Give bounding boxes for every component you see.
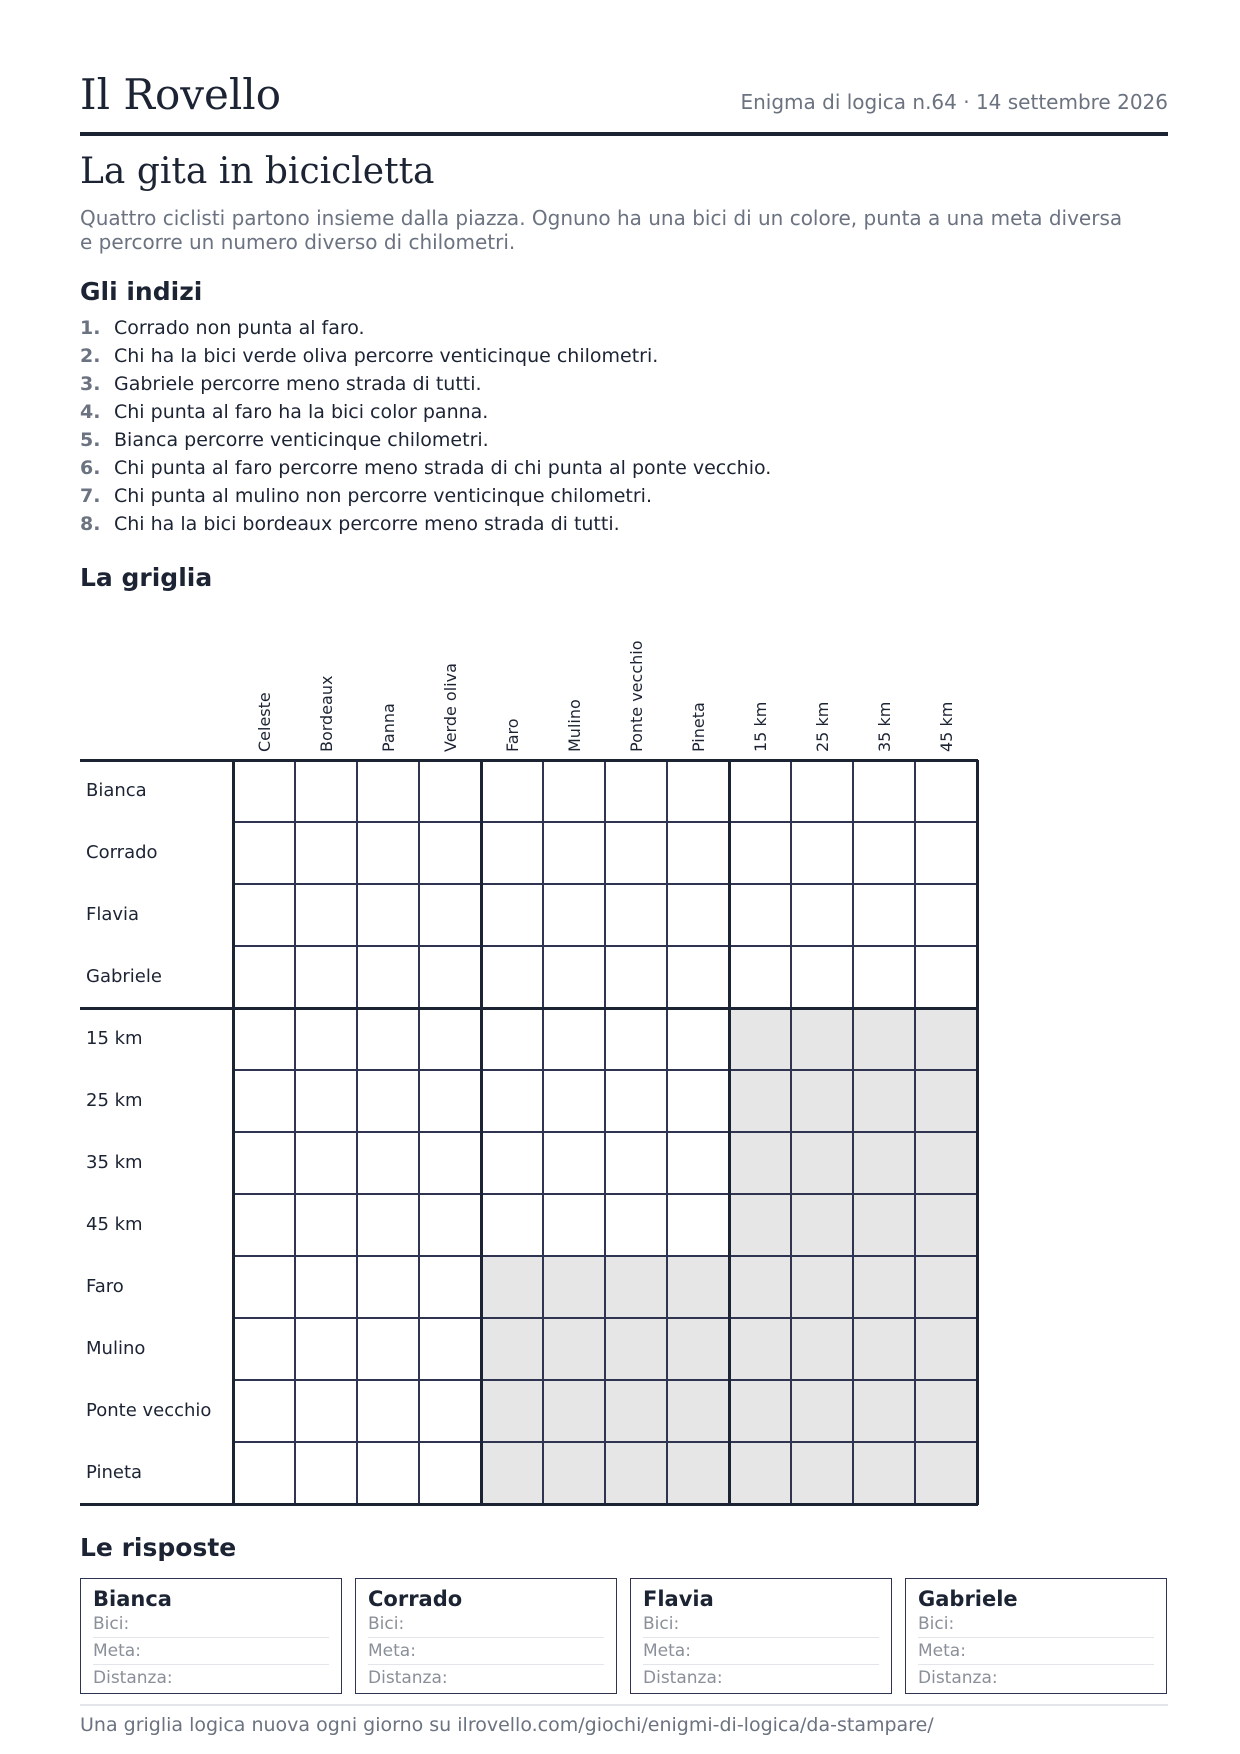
clue-number: 1. bbox=[80, 317, 101, 339]
grid-cell-blocked bbox=[791, 1132, 853, 1194]
answer-person-name: Bianca bbox=[93, 1587, 172, 1611]
grid-heading: La griglia bbox=[80, 563, 213, 592]
grid-cell-blocked bbox=[853, 1256, 915, 1318]
grid-divider bbox=[80, 759, 978, 762]
grid-cell-blocked bbox=[915, 1070, 977, 1132]
grid-cell-blocked bbox=[481, 1256, 543, 1318]
grid-cell[interactable] bbox=[357, 822, 419, 884]
grid-cell[interactable] bbox=[667, 760, 729, 822]
answer-card bbox=[80, 1578, 342, 1694]
row-header: Mulino bbox=[86, 1338, 146, 1359]
grid-cell[interactable] bbox=[667, 946, 729, 1008]
grid-cell[interactable] bbox=[853, 760, 915, 822]
grid-cell[interactable] bbox=[481, 946, 543, 1008]
grid-cell[interactable] bbox=[357, 1256, 419, 1318]
grid-cell-blocked bbox=[915, 1442, 977, 1504]
logic-grid bbox=[80, 620, 990, 1515]
grid-divider bbox=[728, 760, 731, 1505]
grid-cell[interactable] bbox=[729, 884, 791, 946]
clue-text: Chi punta al faro percorre meno strada di chi punta al ponte vecchio. bbox=[114, 457, 772, 479]
clue-number: 7. bbox=[80, 485, 101, 507]
grid-cell[interactable] bbox=[295, 1194, 357, 1256]
grid-cell-blocked bbox=[853, 1132, 915, 1194]
column-header-label: 25 km bbox=[813, 701, 832, 752]
column-header bbox=[419, 620, 481, 760]
grid-cell[interactable] bbox=[357, 1194, 419, 1256]
column-header bbox=[667, 620, 729, 760]
grid-cell[interactable] bbox=[853, 946, 915, 1008]
column-header-label: Faro bbox=[503, 718, 522, 752]
grid-divider bbox=[232, 760, 235, 1505]
grid-cell-blocked bbox=[729, 1008, 791, 1070]
grid-cell-blocked bbox=[543, 1380, 605, 1442]
grid-cell[interactable] bbox=[357, 1132, 419, 1194]
grid-cell[interactable] bbox=[233, 1008, 295, 1070]
column-header-label: Panna bbox=[379, 703, 398, 752]
grid-cell[interactable] bbox=[419, 822, 481, 884]
row-header: 35 km bbox=[86, 1152, 143, 1173]
grid-cell-blocked bbox=[481, 1318, 543, 1380]
grid-cell[interactable] bbox=[543, 884, 605, 946]
grid-cell-blocked bbox=[853, 1194, 915, 1256]
grid-cell-blocked bbox=[729, 1256, 791, 1318]
grid-cell[interactable] bbox=[419, 1380, 481, 1442]
grid-cell-blocked bbox=[791, 1318, 853, 1380]
row-header: Corrado bbox=[86, 842, 158, 863]
clue-number: 8. bbox=[80, 513, 101, 535]
grid-cell[interactable] bbox=[481, 1008, 543, 1070]
grid-cell-blocked bbox=[791, 1008, 853, 1070]
clue-text: Corrado non punta al faro. bbox=[114, 317, 365, 339]
clue-item bbox=[80, 342, 771, 370]
row-header: Flavia bbox=[86, 904, 140, 925]
grid-cell[interactable] bbox=[729, 946, 791, 1008]
grid-cell[interactable] bbox=[233, 1318, 295, 1380]
grid-cell-blocked bbox=[543, 1256, 605, 1318]
column-header-label: Bordeaux bbox=[317, 675, 336, 752]
puzzle-title: La gita in bicicletta bbox=[80, 151, 435, 192]
grid-cell-blocked bbox=[915, 1008, 977, 1070]
grid-cell-blocked bbox=[791, 1380, 853, 1442]
grid-cell[interactable] bbox=[295, 1442, 357, 1504]
grid-cell[interactable] bbox=[791, 946, 853, 1008]
answer-cards bbox=[80, 1578, 1168, 1694]
grid-cell-blocked bbox=[853, 1380, 915, 1442]
grid-cell-blocked bbox=[667, 1380, 729, 1442]
grid-cell-blocked bbox=[853, 1070, 915, 1132]
grid-divider bbox=[480, 760, 483, 1505]
clue-number: 2. bbox=[80, 345, 101, 367]
column-header-label: Verde oliva bbox=[441, 663, 460, 752]
answer-distance-field[interactable]: Distanza: bbox=[93, 1668, 173, 1688]
grid-cell-blocked bbox=[915, 1194, 977, 1256]
grid-cell-blocked bbox=[729, 1132, 791, 1194]
grid-cell[interactable] bbox=[915, 946, 977, 1008]
clue-item bbox=[80, 482, 771, 510]
column-header-label: Mulino bbox=[565, 699, 584, 752]
column-header-label: Ponte vecchio bbox=[627, 640, 646, 752]
column-header bbox=[729, 620, 791, 760]
grid-cell[interactable] bbox=[233, 822, 295, 884]
grid-cell-blocked bbox=[853, 1442, 915, 1504]
grid-cell-blocked bbox=[729, 1442, 791, 1504]
column-header bbox=[357, 620, 419, 760]
clue-number: 4. bbox=[80, 401, 101, 423]
clue-item bbox=[80, 510, 771, 538]
grid-cell[interactable] bbox=[605, 1194, 667, 1256]
answer-card bbox=[905, 1578, 1167, 1694]
answer-person-name: Gabriele bbox=[918, 1587, 1018, 1611]
clue-item bbox=[80, 370, 771, 398]
answer-bike-field[interactable]: Bici: bbox=[93, 1611, 329, 1638]
grid-cell[interactable] bbox=[915, 884, 977, 946]
puzzle-intro: Quattro ciclisti partono insieme dalla piazza. Ognuno ha una bici di un colore, punta a una meta diversa e percorre un numero diverso di chilometri. bbox=[80, 206, 1123, 254]
grid-cell[interactable] bbox=[357, 1380, 419, 1442]
issue-info: Enigma di logica n.64 · 14 settembre 2026 bbox=[740, 90, 1168, 114]
grid-cell-blocked bbox=[729, 1318, 791, 1380]
clue-list bbox=[80, 314, 771, 538]
grid-divider bbox=[976, 760, 979, 1505]
grid-cell[interactable] bbox=[543, 1194, 605, 1256]
grid-cell-blocked bbox=[791, 1256, 853, 1318]
clue-number: 5. bbox=[80, 429, 101, 451]
column-header-label: Pineta bbox=[689, 702, 708, 752]
grid-cell[interactable] bbox=[419, 1194, 481, 1256]
grid-cell[interactable] bbox=[605, 1008, 667, 1070]
clue-item bbox=[80, 398, 771, 426]
row-header: Pineta bbox=[86, 1462, 143, 1483]
grid-cell-blocked bbox=[791, 1442, 853, 1504]
grid-cell[interactable] bbox=[357, 1008, 419, 1070]
answer-person-name: Corrado bbox=[368, 1587, 463, 1611]
grid-cell[interactable] bbox=[295, 946, 357, 1008]
grid-cell[interactable] bbox=[357, 946, 419, 1008]
clue-text: Chi ha la bici bordeaux percorre meno strada di tutti. bbox=[114, 513, 620, 535]
grid-cell[interactable] bbox=[667, 822, 729, 884]
grid-cell[interactable] bbox=[419, 1442, 481, 1504]
grid-cell-blocked bbox=[605, 1380, 667, 1442]
grid-cell[interactable] bbox=[791, 760, 853, 822]
grid-cell[interactable] bbox=[419, 1256, 481, 1318]
grid-cell[interactable] bbox=[605, 884, 667, 946]
grid-cell[interactable] bbox=[295, 1070, 357, 1132]
grid-cell[interactable] bbox=[233, 946, 295, 1008]
clue-text: Chi punta al faro ha la bici color panna. bbox=[114, 401, 489, 423]
grid-cell[interactable] bbox=[605, 1070, 667, 1132]
grid-cell-blocked bbox=[605, 1256, 667, 1318]
grid-cell[interactable] bbox=[419, 1070, 481, 1132]
grid-cell[interactable] bbox=[233, 1070, 295, 1132]
grid-cell[interactable] bbox=[357, 1070, 419, 1132]
grid-cell[interactable] bbox=[295, 1256, 357, 1318]
grid-cell-blocked bbox=[729, 1070, 791, 1132]
grid-cell[interactable] bbox=[605, 822, 667, 884]
clue-text: Bianca percorre venticinque chilometri. bbox=[114, 429, 489, 451]
grid-cell[interactable] bbox=[605, 1132, 667, 1194]
grid-cell[interactable] bbox=[419, 1318, 481, 1380]
grid-cell[interactable] bbox=[233, 1256, 295, 1318]
grid-cell-blocked bbox=[915, 1132, 977, 1194]
grid-cell-blocked bbox=[729, 1194, 791, 1256]
grid-cell[interactable] bbox=[233, 1442, 295, 1504]
grid-cell[interactable] bbox=[543, 1132, 605, 1194]
answer-person-name: Flavia bbox=[643, 1587, 714, 1611]
grid-cell[interactable] bbox=[853, 884, 915, 946]
grid-cell[interactable] bbox=[667, 1008, 729, 1070]
column-header-label: 15 km bbox=[751, 701, 770, 752]
grid-cell[interactable] bbox=[233, 1380, 295, 1442]
footer-note: Una griglia logica nuova ogni giorno su ilrovello.com/giochi/enigmi-di-logica/da-stampare/ bbox=[80, 1704, 1168, 1736]
column-header bbox=[233, 620, 295, 760]
column-header bbox=[543, 620, 605, 760]
answers-heading: Le risposte bbox=[80, 1533, 237, 1562]
grid-cell[interactable] bbox=[791, 884, 853, 946]
row-header: 45 km bbox=[86, 1214, 143, 1235]
grid-cell-blocked bbox=[791, 1070, 853, 1132]
grid-cell-blocked bbox=[915, 1380, 977, 1442]
column-header bbox=[481, 620, 543, 760]
answer-destination-field[interactable]: Meta: bbox=[368, 1638, 604, 1665]
grid-cell-blocked bbox=[729, 1380, 791, 1442]
grid-cell[interactable] bbox=[729, 760, 791, 822]
answer-destination-field[interactable]: Meta: bbox=[93, 1638, 329, 1665]
grid-cell[interactable] bbox=[667, 1070, 729, 1132]
grid-cell[interactable] bbox=[481, 1132, 543, 1194]
column-header bbox=[853, 620, 915, 760]
column-header bbox=[605, 620, 667, 760]
publication-title: Il Rovello bbox=[80, 70, 282, 119]
grid-cell[interactable] bbox=[791, 822, 853, 884]
column-header-label: 35 km bbox=[875, 701, 894, 752]
column-header-label: 45 km bbox=[937, 701, 956, 752]
grid-cell-blocked bbox=[791, 1194, 853, 1256]
grid-cell[interactable] bbox=[729, 822, 791, 884]
grid-cell[interactable] bbox=[295, 884, 357, 946]
answer-bike-field[interactable]: Bici: bbox=[368, 1611, 604, 1638]
masthead bbox=[80, 70, 1168, 136]
grid-cell[interactable] bbox=[543, 760, 605, 822]
clue-item bbox=[80, 314, 771, 342]
row-header: 15 km bbox=[86, 1028, 143, 1049]
grid-cell[interactable] bbox=[419, 760, 481, 822]
row-header: Bianca bbox=[86, 780, 147, 801]
row-header: 25 km bbox=[86, 1090, 143, 1111]
grid-cell[interactable] bbox=[233, 1194, 295, 1256]
grid-cell[interactable] bbox=[481, 822, 543, 884]
grid-cell[interactable] bbox=[419, 946, 481, 1008]
answer-card bbox=[630, 1578, 892, 1694]
grid-divider bbox=[80, 1007, 978, 1010]
clues-heading: Gli indizi bbox=[80, 277, 203, 306]
grid-cell-blocked bbox=[915, 1318, 977, 1380]
grid-cell[interactable] bbox=[295, 822, 357, 884]
grid-cell[interactable] bbox=[543, 1070, 605, 1132]
grid-cell[interactable] bbox=[915, 822, 977, 884]
grid-cell[interactable] bbox=[295, 1008, 357, 1070]
grid-cell[interactable] bbox=[295, 760, 357, 822]
clue-number: 3. bbox=[80, 373, 101, 395]
grid-cell-blocked bbox=[667, 1318, 729, 1380]
grid-cell[interactable] bbox=[853, 822, 915, 884]
grid-cell-blocked bbox=[853, 1008, 915, 1070]
grid-cell[interactable] bbox=[419, 884, 481, 946]
grid-cell[interactable] bbox=[481, 760, 543, 822]
grid-cell-blocked bbox=[667, 1256, 729, 1318]
grid-cell[interactable] bbox=[357, 1442, 419, 1504]
answer-destination-field[interactable]: Meta: bbox=[643, 1638, 879, 1665]
row-header: Ponte vecchio bbox=[86, 1400, 212, 1421]
grid-cell[interactable] bbox=[357, 760, 419, 822]
grid-cell[interactable] bbox=[419, 1008, 481, 1070]
answer-bike-field[interactable]: Bici: bbox=[918, 1611, 1154, 1638]
answer-distance-field[interactable]: Distanza: bbox=[368, 1668, 448, 1688]
grid-cell[interactable] bbox=[295, 1318, 357, 1380]
grid-cell[interactable] bbox=[543, 822, 605, 884]
grid-cell-blocked bbox=[481, 1380, 543, 1442]
row-header: Gabriele bbox=[86, 966, 162, 987]
grid-divider bbox=[80, 1503, 978, 1506]
grid-cell-blocked bbox=[481, 1442, 543, 1504]
clue-item bbox=[80, 426, 771, 454]
grid-cell[interactable] bbox=[357, 1318, 419, 1380]
row-header: Faro bbox=[86, 1276, 124, 1297]
column-header-label: Celeste bbox=[255, 692, 274, 752]
grid-cell[interactable] bbox=[419, 1132, 481, 1194]
column-header bbox=[791, 620, 853, 760]
clue-item bbox=[80, 454, 771, 482]
grid-cell[interactable] bbox=[667, 1132, 729, 1194]
column-header bbox=[295, 620, 357, 760]
clue-text: Chi ha la bici verde oliva percorre venticinque chilometri. bbox=[114, 345, 659, 367]
grid-cell-blocked bbox=[915, 1256, 977, 1318]
grid-cell[interactable] bbox=[233, 760, 295, 822]
grid-cell[interactable] bbox=[481, 884, 543, 946]
grid-cell[interactable] bbox=[605, 946, 667, 1008]
grid-cell[interactable] bbox=[543, 946, 605, 1008]
grid-cell[interactable] bbox=[667, 884, 729, 946]
grid-cell-blocked bbox=[543, 1318, 605, 1380]
answer-bike-field[interactable]: Bici: bbox=[643, 1611, 879, 1638]
grid-cell-blocked bbox=[853, 1318, 915, 1380]
grid-cell-blocked bbox=[605, 1318, 667, 1380]
grid-cell[interactable] bbox=[295, 1380, 357, 1442]
grid-cell[interactable] bbox=[295, 1132, 357, 1194]
answer-card bbox=[355, 1578, 617, 1694]
grid-cell-blocked bbox=[543, 1442, 605, 1504]
clue-text: Gabriele percorre meno strada di tutti. bbox=[114, 373, 482, 395]
grid-cell[interactable] bbox=[233, 884, 295, 946]
column-header bbox=[915, 620, 977, 760]
grid-cell[interactable] bbox=[605, 760, 667, 822]
grid-cell-blocked bbox=[667, 1442, 729, 1504]
answer-destination-field[interactable]: Meta: bbox=[918, 1638, 1154, 1665]
grid-cell[interactable] bbox=[233, 1132, 295, 1194]
grid-cell[interactable] bbox=[543, 1008, 605, 1070]
answer-distance-field[interactable]: Distanza: bbox=[643, 1668, 723, 1688]
grid-cell[interactable] bbox=[481, 1070, 543, 1132]
grid-cell-blocked bbox=[605, 1442, 667, 1504]
grid-cell[interactable] bbox=[915, 760, 977, 822]
clue-text: Chi punta al mulino non percorre venticinque chilometri. bbox=[114, 485, 652, 507]
clue-number: 6. bbox=[80, 457, 101, 479]
grid-cell[interactable] bbox=[667, 1194, 729, 1256]
answer-distance-field[interactable]: Distanza: bbox=[918, 1668, 998, 1688]
grid-cell[interactable] bbox=[481, 1194, 543, 1256]
grid-cell[interactable] bbox=[357, 884, 419, 946]
